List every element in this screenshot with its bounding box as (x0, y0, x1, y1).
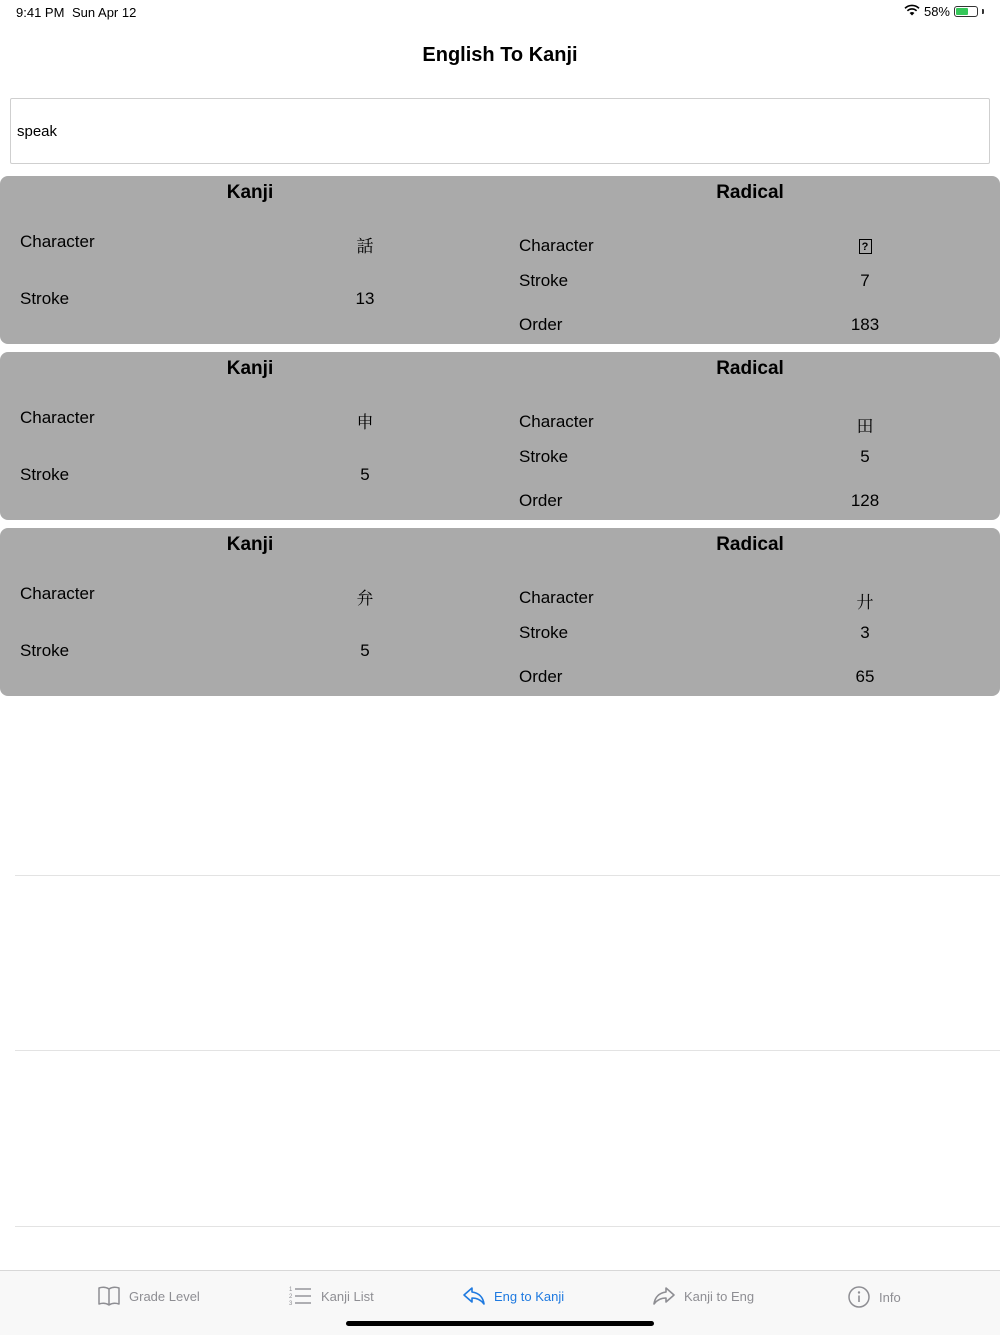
tab-label: Eng to Kanji (494, 1288, 565, 1304)
forward-arrow-icon (652, 1285, 676, 1307)
radical-section (500, 528, 1000, 696)
kanji-stroke-label: Stroke (20, 465, 70, 484)
battery-percent: 58% (923, 4, 950, 19)
tab-kanji-list[interactable] (289, 1285, 374, 1307)
radical-order-label: Order (519, 667, 563, 686)
kanji-heading: Kanji (226, 534, 274, 555)
kanji-stroke-label: Stroke (20, 289, 70, 308)
status-date: Sun Apr 12 (72, 5, 137, 20)
page-title: English To Kanji (422, 44, 578, 66)
status-indicators (904, 4, 984, 19)
row-separator (15, 875, 1000, 876)
radical-order-label: Order (519, 315, 563, 334)
tab-kanji-to-eng[interactable] (652, 1285, 754, 1307)
radical-character-value: 田 (856, 417, 874, 436)
result-card[interactable] (0, 528, 1000, 696)
radical-stroke-label: Stroke (519, 447, 569, 466)
kanji-character-label: Character (20, 408, 95, 427)
info-icon (847, 1285, 871, 1309)
kanji-character-value: 話 (356, 237, 374, 256)
list-icon (289, 1285, 313, 1307)
kanji-character-label: Character (20, 232, 95, 251)
tab-grade-level[interactable] (97, 1285, 200, 1307)
kanji-heading: Kanji (226, 358, 274, 379)
radical-stroke-value: 3 (860, 623, 870, 642)
battery-level (956, 8, 968, 15)
battery-cap (982, 9, 984, 14)
radical-section (500, 352, 1000, 520)
radical-character-value: 廾 (856, 593, 874, 612)
radical-order-value: 65 (855, 667, 875, 686)
radical-stroke-label: Stroke (519, 623, 569, 642)
radical-character-label: Character (519, 588, 594, 607)
kanji-stroke-value: 13 (355, 289, 375, 308)
kanji-section (0, 528, 500, 696)
radical-character-label: Character (519, 236, 594, 255)
radical-stroke-value: 5 (860, 447, 870, 466)
tab-label: Kanji List (321, 1288, 374, 1304)
svg-text:1: 1 (289, 1287, 293, 1293)
svg-text:3: 3 (289, 1301, 293, 1307)
kanji-stroke-value: 5 (360, 641, 370, 660)
tab-label: Kanji to Eng (684, 1288, 755, 1304)
status-time: 9:41 PM (16, 5, 65, 20)
status-bar (0, 0, 1000, 24)
radical-stroke-label: Stroke (519, 271, 569, 290)
radical-heading: Radical (716, 358, 784, 379)
wifi-icon (904, 4, 920, 19)
radical-heading: Radical (716, 182, 784, 203)
kanji-character-value: 弁 (356, 589, 374, 608)
tab-info[interactable] (847, 1285, 901, 1309)
reply-arrow-icon (462, 1285, 486, 1307)
result-card[interactable] (0, 352, 1000, 520)
kanji-section (0, 176, 500, 344)
battery-icon (954, 6, 978, 17)
result-card[interactable] (0, 176, 1000, 344)
tab-eng-to-kanji[interactable] (462, 1285, 564, 1307)
radical-order-label: Order (519, 491, 563, 510)
kanji-stroke-value: 5 (360, 465, 370, 484)
radical-character-value (835, 236, 895, 256)
radical-order-value: 128 (850, 491, 880, 510)
radical-order-value: 183 (850, 315, 880, 334)
radical-heading: Radical (716, 534, 784, 555)
kanji-section (0, 352, 500, 520)
radical-character-label: Character (519, 412, 594, 431)
tab-label: Info (879, 1289, 901, 1305)
kanji-heading: Kanji (226, 182, 274, 203)
kanji-stroke-label: Stroke (20, 641, 70, 660)
tab-label: Grade Level (129, 1288, 200, 1304)
radical-stroke-value: 7 (860, 271, 870, 290)
row-separator (15, 1050, 1000, 1051)
home-indicator (346, 1321, 654, 1326)
radical-section (500, 176, 1000, 344)
kanji-character-value: 申 (356, 413, 374, 432)
row-separator (15, 1226, 1000, 1227)
book-icon (97, 1285, 121, 1307)
svg-text:2: 2 (289, 1294, 293, 1300)
search-input[interactable] (10, 98, 990, 164)
kanji-character-label: Character (20, 584, 95, 603)
results-list (0, 176, 1000, 704)
missing-glyph-icon: ? (859, 239, 872, 254)
